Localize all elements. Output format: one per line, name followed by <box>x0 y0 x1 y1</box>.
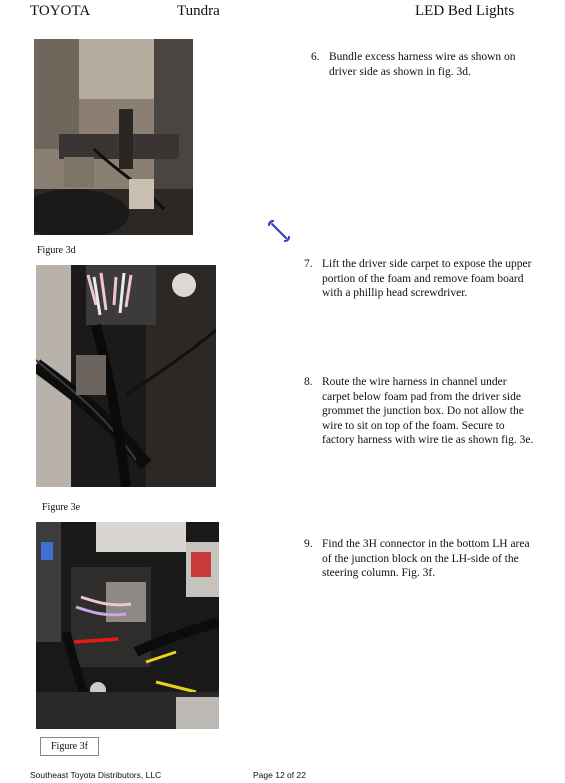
footer-page-number: Page 12 of 22 <box>253 770 306 780</box>
figure-3f-photo <box>36 522 219 729</box>
header-make: TOYOTA <box>30 3 91 19</box>
figure-3e-caption: Figure 3e <box>42 502 81 513</box>
figure-3d-photo <box>34 39 193 235</box>
step-7 <box>304 257 532 301</box>
step-8 <box>304 375 536 448</box>
step-9 <box>304 537 536 581</box>
step-text: Lift the driver side carpet to expose the upper portion of the foam and remove foam board with a phillip head screwdriver. <box>322 258 532 300</box>
step-number: 8. <box>304 376 313 388</box>
step-text: Find the 3H connector in the bottom LH area of the junction block on the LH-side of the steering column. Fig. 3f. <box>322 538 530 580</box>
header-product: LED Bed Lights <box>415 3 515 19</box>
step-text: Route the wire harness in channel under carpet below foam pad from the driver side grommet the junction box. Do not allow the wire to sit on top of the foam. Secure to factory harness with wire tie as shown fig. 3e. <box>322 376 534 447</box>
step-number: 9. <box>304 538 313 550</box>
header-model: Tundra <box>177 3 220 19</box>
figure-3f-caption: Figure 3f <box>40 737 99 756</box>
step-6 <box>311 50 526 79</box>
footer-company: Southeast Toyota Distributors, LLC <box>30 770 162 780</box>
step-number: 6. <box>311 51 320 63</box>
figure-3e-photo <box>36 265 216 487</box>
step-text: Bundle excess harness wire as shown on driver side as shown in fig. 3d. <box>329 51 516 78</box>
figure-3d-caption: Figure 3d <box>37 245 76 256</box>
step-number: 7. <box>304 258 313 270</box>
wrench-icon <box>266 218 292 244</box>
